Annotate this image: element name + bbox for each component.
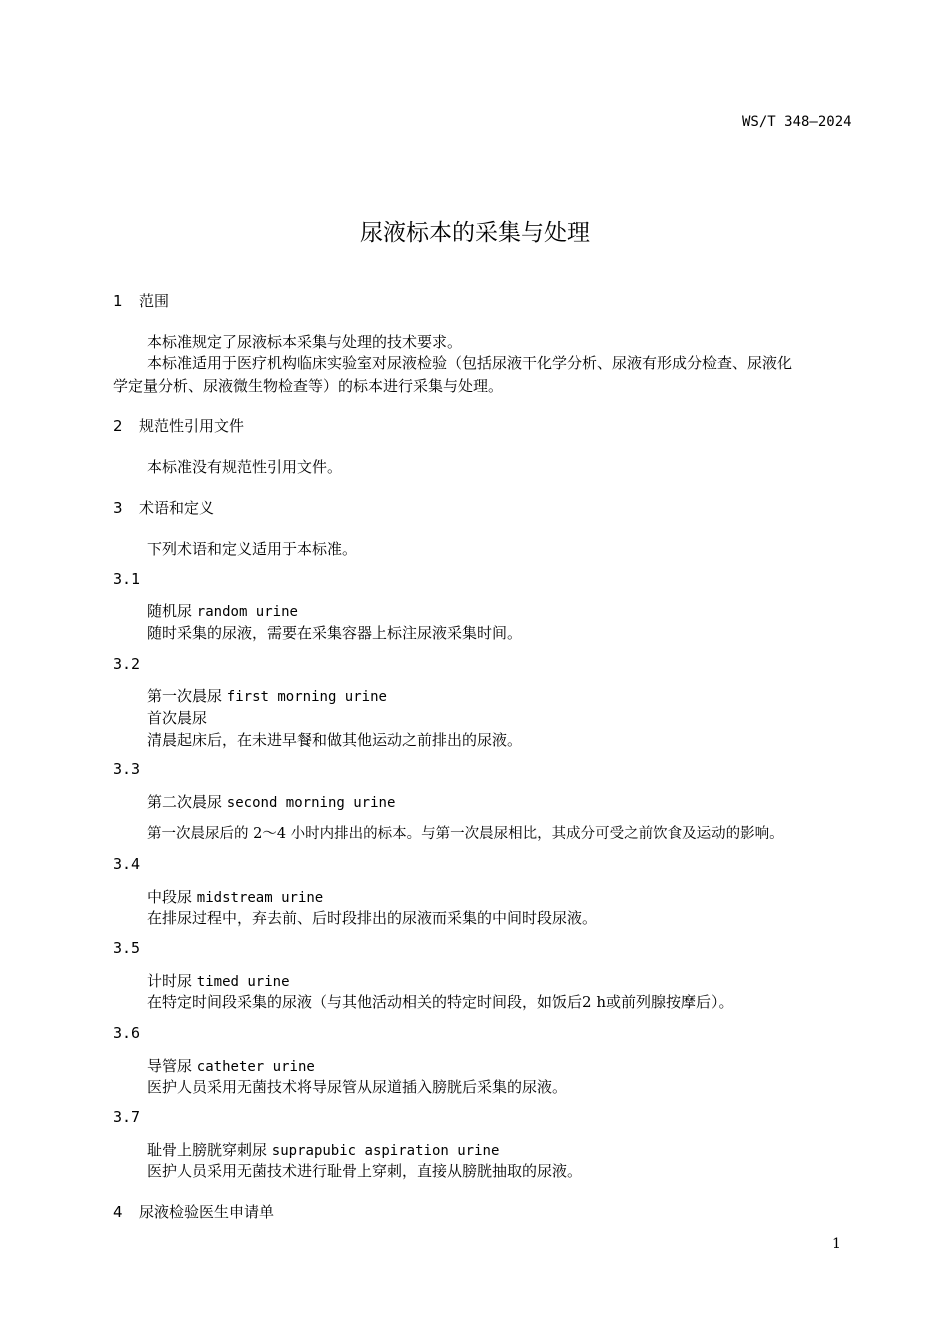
section-3-heading: [113, 497, 214, 518]
term-zh: 耻骨上膀胱穿刺尿: [147, 1141, 268, 1159]
term-en: timed urine: [196, 974, 290, 990]
term-heading: [147, 600, 298, 621]
section-4-heading: [113, 1201, 274, 1222]
section-number: 2: [113, 417, 123, 435]
term-number: 3.6: [113, 1024, 141, 1042]
term-zh: 第一次晨尿: [147, 687, 223, 705]
section-number: 4: [113, 1203, 123, 1221]
term-heading: [147, 685, 387, 706]
term-zh: 随机尿: [147, 602, 193, 620]
section-1-heading: [113, 290, 169, 311]
term-number: 3.2: [113, 655, 141, 673]
term-zh: 中段尿: [147, 888, 193, 906]
term-alternative: 首次晨尿: [147, 709, 208, 727]
section-title: 规范性引用文件: [139, 417, 245, 435]
term-heading: [147, 970, 290, 991]
term-zh: 导管尿: [147, 1057, 193, 1075]
section-title: 术语和定义: [139, 499, 215, 517]
term-definition: 医护人员采用无菌技术进行耻骨上穿刺，直接从膀胱抽取的尿液。: [147, 1162, 583, 1180]
term-definition: 清晨起床后，在未进早餐和做其他运动之前排出的尿液。: [147, 731, 523, 749]
section-1-paragraph-2-continued: 学定量分析、尿液微生物检查等）的标本进行采集与处理。: [113, 377, 504, 395]
standard-code: WS/T 348—2024: [742, 114, 852, 130]
section-2-heading: [113, 415, 244, 436]
section-1-paragraph-2: 本标准适用于医疗机构临床实验室对尿液检验（包括尿液干化学分析、尿液有形成分检查、尿液化: [147, 354, 793, 372]
term-definition: 在特定时间段采集的尿液（与其他活动相关的特定时间段，如饭后2 h或前列腺按摩后）。: [147, 993, 734, 1011]
term-number: 3.3: [113, 760, 141, 778]
term-heading: [147, 1139, 499, 1160]
term-number: 3.1: [113, 570, 141, 588]
term-number: 3.4: [113, 855, 141, 873]
term-en: catheter urine: [196, 1059, 315, 1075]
term-number: 3.7: [113, 1108, 141, 1126]
section-title: 范围: [139, 292, 170, 310]
term-en: first morning urine: [226, 689, 387, 705]
term-en: random urine: [196, 604, 298, 620]
section-number: 1: [113, 292, 123, 310]
section-1-paragraph-1: 本标准规定了尿液标本采集与处理的技术要求。: [147, 333, 463, 351]
page-number: 1: [832, 1236, 841, 1252]
section-2-paragraph-1: 本标准没有规范性引用文件。: [147, 458, 343, 476]
term-en: suprapubic aspiration urine: [271, 1143, 500, 1159]
term-definition: 在排尿过程中，弃去前、后时段排出的尿液而采集的中间时段尿液。: [147, 909, 598, 927]
section-number: 3: [113, 499, 123, 517]
term-number: 3.5: [113, 939, 141, 957]
section-3-paragraph-1: 下列术语和定义适用于本标准。: [147, 540, 358, 558]
section-title: 尿液检验医生申请单: [139, 1203, 275, 1221]
term-zh: 第二次晨尿: [147, 793, 223, 811]
document-title: 尿液标本的采集与处理: [360, 220, 590, 246]
term-heading: [147, 1055, 315, 1076]
term-en: midstream urine: [196, 890, 324, 906]
term-zh: 计时尿: [147, 972, 193, 990]
term-heading: [147, 886, 323, 907]
term-heading: [147, 791, 395, 812]
term-definition: 医护人员采用无菌技术将导尿管从尿道插入膀胱后采集的尿液。: [147, 1078, 568, 1096]
term-en: second morning urine: [226, 795, 396, 811]
term-definition: 随时采集的尿液，需要在采集容器上标注尿液采集时间。: [147, 624, 523, 642]
term-definition: 第一次晨尿后的 2～4 小时内排出的标本。与第一次晨尿相比，其成分可受之前饮食及运动的影响。: [147, 826, 784, 842]
